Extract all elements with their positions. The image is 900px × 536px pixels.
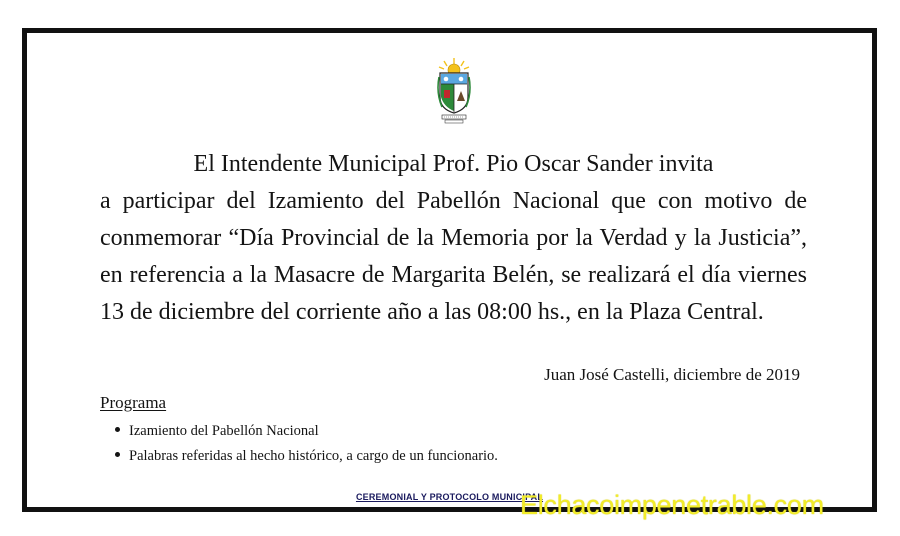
program-item-label: Palabras referidas al hecho histórico, a cargo de un funcionario. [129, 448, 498, 464]
site-watermark: Elchacoimpenetrable.com [520, 490, 824, 520]
invitation-text [100, 146, 807, 331]
place-and-date: Juan José Castelli, diciembre de 2019 [544, 365, 800, 384]
municipal-coat-of-arms-icon [436, 57, 472, 125]
list-item [115, 444, 498, 469]
list-item [115, 419, 498, 444]
invitation-body: a participar del Izamiento del Pabellón Nacional que con motivo de conmemorar “Día Provincial de la Memoria por la Verdad y la Justicia”, en referencia a la Masacre de Margarita Belén, se realizará el día viernes 13 de diciembre del corriente año a las 08:00 hs., en la Plaza Central. [100, 188, 807, 325]
bullet-icon [115, 452, 120, 457]
program-list [115, 419, 498, 469]
program-item-label: Izamiento del Pabellón Nacional [129, 423, 319, 439]
invitation-first-line: El Intendente Municipal Prof. Pio Oscar Sander invita [193, 151, 714, 177]
bullet-icon [115, 427, 120, 432]
footer-organization: CEREMONIAL Y PROTOCOLO MUNICIPAL [355, 492, 544, 502]
invitation-card [22, 28, 877, 512]
program-heading: Programa [100, 393, 167, 412]
